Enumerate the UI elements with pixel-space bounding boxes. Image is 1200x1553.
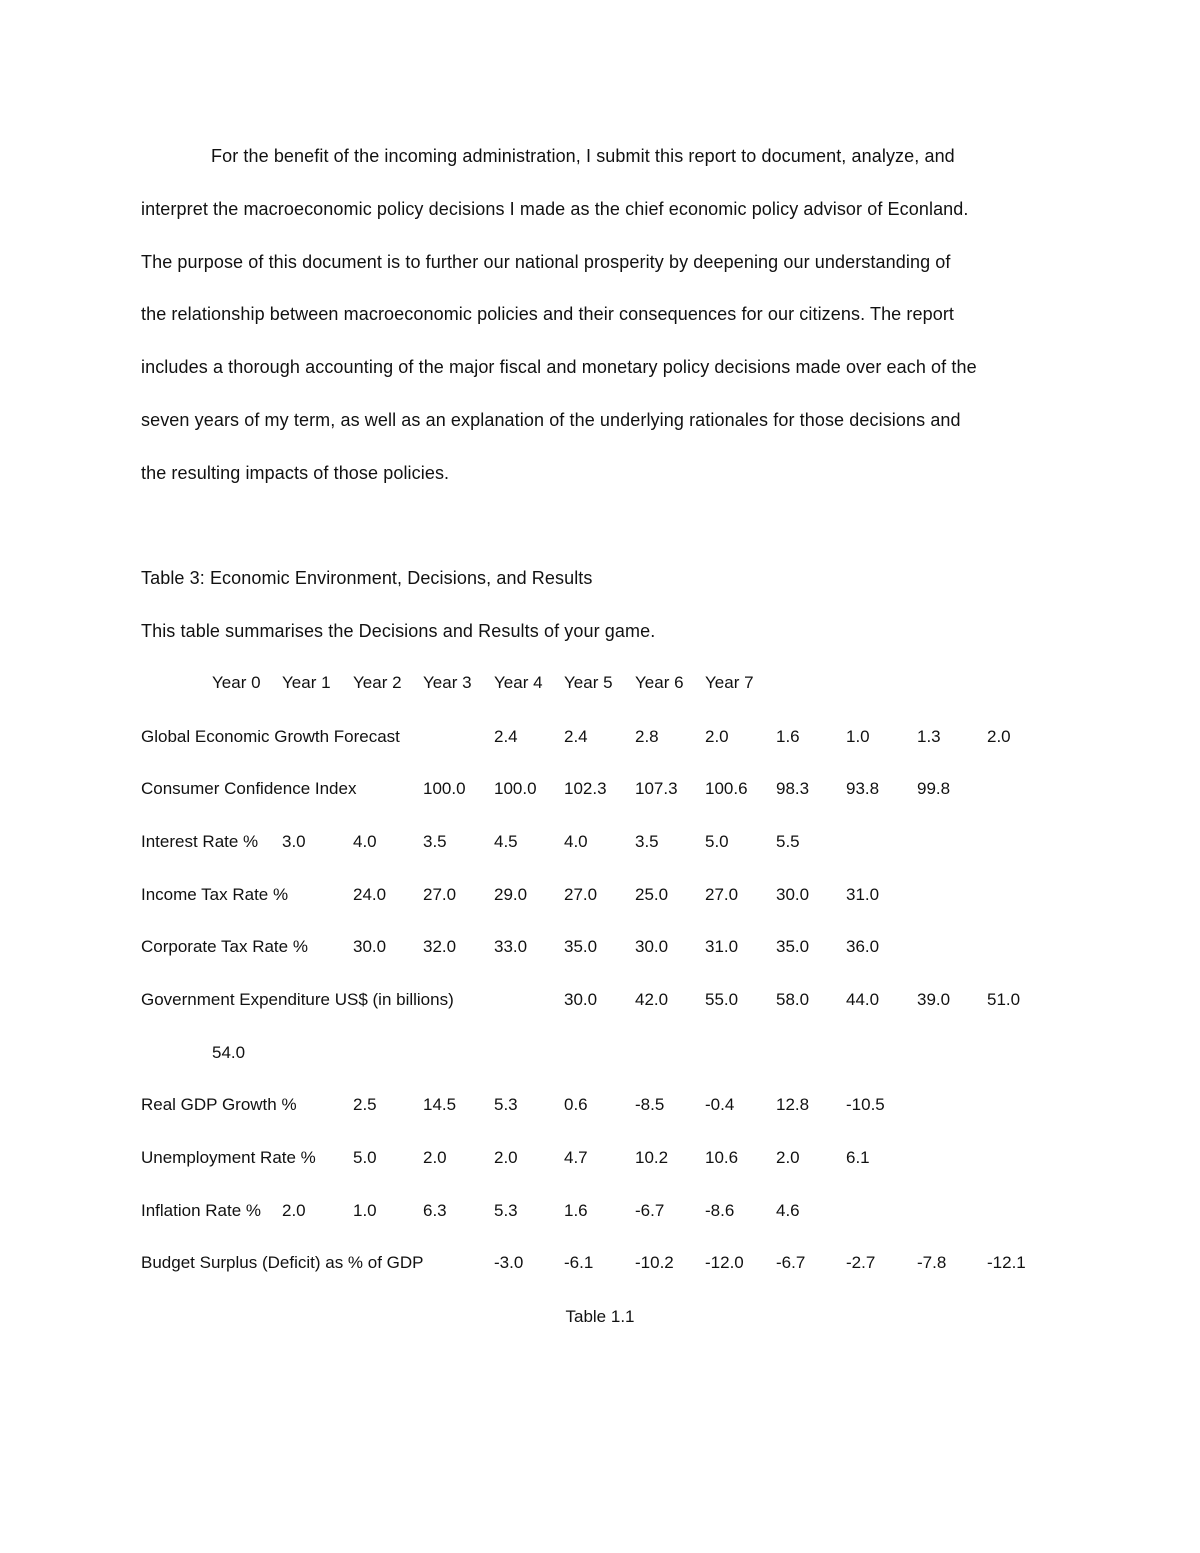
row-value: 39.0 xyxy=(917,990,951,1009)
row-value: 10.6 xyxy=(705,1148,739,1167)
row-value: 4.6 xyxy=(776,1201,800,1220)
row-value: 29.0 xyxy=(494,885,528,904)
row-label: Government Expenditure US$ (in billions) xyxy=(141,990,454,1009)
row-value: -12.1 xyxy=(987,1253,1026,1272)
row-value: -6.7 xyxy=(776,1253,806,1272)
row-label: Real GDP Growth % xyxy=(141,1095,297,1114)
row-label: Consumer Confidence Index xyxy=(141,779,357,798)
row-value: -3.0 xyxy=(494,1253,524,1272)
row-value: 2.0 xyxy=(494,1148,518,1167)
row-value: 30.0 xyxy=(353,937,387,956)
row-value: 99.8 xyxy=(917,779,951,798)
row-value: 2.4 xyxy=(494,727,518,746)
row-value: 1.0 xyxy=(353,1201,377,1220)
row-value: 55.0 xyxy=(705,990,739,1009)
row-value: 2.0 xyxy=(705,727,729,746)
row-value: 27.0 xyxy=(423,885,457,904)
paragraph-line: The purpose of this document is to further our national prosperity by deepening our understanding of xyxy=(141,252,951,272)
row-value: 31.0 xyxy=(846,885,880,904)
row-value: 2.8 xyxy=(635,727,659,746)
row-value: 30.0 xyxy=(564,990,598,1009)
row-value: 2.0 xyxy=(423,1148,447,1167)
paragraph-line: the resulting impacts of those policies. xyxy=(141,463,450,483)
row-value: 6.1 xyxy=(846,1148,870,1167)
table-intro: This table summarises the Decisions and Results of your game. xyxy=(141,621,656,641)
row-value: 30.0 xyxy=(776,885,810,904)
row-value: 4.0 xyxy=(353,832,377,851)
row-value: 36.0 xyxy=(846,937,880,956)
row-value: 2.0 xyxy=(987,727,1011,746)
row-value: -6.1 xyxy=(564,1253,594,1272)
row-value: 2.4 xyxy=(564,727,588,746)
row-value: -8.6 xyxy=(705,1201,735,1220)
year-header: Year 2 xyxy=(353,673,402,692)
row-value: 5.3 xyxy=(494,1095,518,1114)
row-label: Interest Rate % xyxy=(141,832,259,851)
row-value: 27.0 xyxy=(564,885,598,904)
row-value: 25.0 xyxy=(635,885,669,904)
paragraph-line: interpret the macroeconomic policy decisions I made as the chief economic policy advisor of Econland. xyxy=(141,199,969,219)
row-value: 27.0 xyxy=(705,885,739,904)
row-value: 54.0 xyxy=(212,1043,246,1062)
row-value: -7.8 xyxy=(917,1253,947,1272)
row-value: 44.0 xyxy=(846,990,880,1009)
row-label: Corporate Tax Rate % xyxy=(141,937,308,956)
year-header: Year 7 xyxy=(705,673,754,692)
row-value: -10.2 xyxy=(635,1253,674,1272)
row-value: 2.0 xyxy=(282,1201,306,1220)
row-value: 5.0 xyxy=(353,1148,377,1167)
row-value: 4.5 xyxy=(494,832,518,851)
row-value: 1.0 xyxy=(846,727,870,746)
row-value: 100.0 xyxy=(423,779,466,798)
table-caption: Table 1.1 xyxy=(565,1307,635,1326)
row-value: 5.0 xyxy=(705,832,729,851)
row-value: 35.0 xyxy=(564,937,598,956)
year-header: Year 3 xyxy=(423,673,472,692)
row-value: 35.0 xyxy=(776,937,810,956)
row-value: 1.6 xyxy=(564,1201,588,1220)
row-value: -8.5 xyxy=(635,1095,665,1114)
row-value: 5.5 xyxy=(776,832,800,851)
row-value: 32.0 xyxy=(423,937,457,956)
row-value: 0.6 xyxy=(564,1095,588,1114)
row-value: 3.5 xyxy=(423,832,447,851)
row-value: 102.3 xyxy=(564,779,607,798)
row-value: 33.0 xyxy=(494,937,528,956)
row-value: -0.4 xyxy=(705,1095,735,1114)
row-value: 107.3 xyxy=(635,779,678,798)
year-header: Year 5 xyxy=(564,673,613,692)
row-value: 100.6 xyxy=(705,779,748,798)
row-value: 98.3 xyxy=(776,779,810,798)
row-value: 6.3 xyxy=(423,1201,447,1220)
row-value: 4.0 xyxy=(564,832,588,851)
row-value: 10.2 xyxy=(635,1148,669,1167)
row-value: 93.8 xyxy=(846,779,880,798)
row-value: -6.7 xyxy=(635,1201,665,1220)
row-value: 58.0 xyxy=(776,990,810,1009)
paragraph-line: For the benefit of the incoming administration, I submit this report to document, analyze, and xyxy=(211,146,955,166)
paragraph-line: seven years of my term, as well as an explanation of the underlying rationales for those decisions and xyxy=(141,410,961,430)
year-header: Year 6 xyxy=(635,673,684,692)
row-value: 51.0 xyxy=(987,990,1021,1009)
row-value: 1.3 xyxy=(917,727,941,746)
paragraph-line: includes a thorough accounting of the major fiscal and monetary policy decisions made over each of the xyxy=(141,357,977,377)
row-value: 30.0 xyxy=(635,937,669,956)
row-label: Budget Surplus (Deficit) as % of GDP xyxy=(141,1253,424,1272)
row-value: 5.3 xyxy=(494,1201,518,1220)
row-value: 12.8 xyxy=(776,1095,810,1114)
row-value: 31.0 xyxy=(705,937,739,956)
year-header: Year 4 xyxy=(494,673,543,692)
row-value: 24.0 xyxy=(353,885,387,904)
row-label: Income Tax Rate % xyxy=(141,885,289,904)
row-value: 14.5 xyxy=(423,1095,457,1114)
row-value: -10.5 xyxy=(846,1095,885,1114)
table-title: Table 3: Economic Environment, Decisions, and Results xyxy=(141,568,593,588)
row-value: -12.0 xyxy=(705,1253,744,1272)
row-value: 1.6 xyxy=(776,727,800,746)
row-value: 2.5 xyxy=(353,1095,377,1114)
row-value: 42.0 xyxy=(635,990,669,1009)
row-label: Inflation Rate % xyxy=(141,1201,262,1220)
row-label: Global Economic Growth Forecast xyxy=(141,727,400,746)
paragraph-line: the relationship between macroeconomic policies and their consequences for our citizens. The report xyxy=(141,304,955,324)
row-value: 3.5 xyxy=(635,832,659,851)
row-label: Unemployment Rate % xyxy=(141,1148,316,1167)
row-value: 3.0 xyxy=(282,832,306,851)
row-value: -2.7 xyxy=(846,1253,876,1272)
row-value: 100.0 xyxy=(494,779,537,798)
year-header: Year 1 xyxy=(282,673,331,692)
row-value: 2.0 xyxy=(776,1148,800,1167)
row-value: 4.7 xyxy=(564,1148,588,1167)
year-header: Year 0 xyxy=(212,673,261,692)
